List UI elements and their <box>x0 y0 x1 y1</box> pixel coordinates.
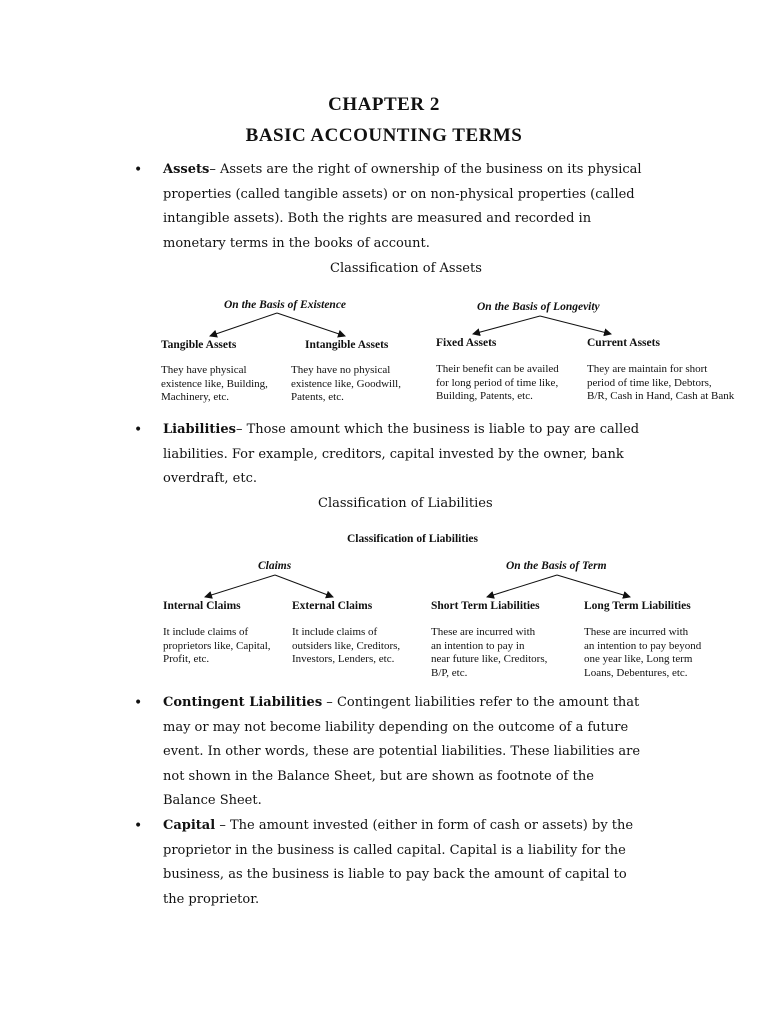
fixed-assets-description: Their benefit can be availed for long period of time like, Building, Patents, etc. <box>436 363 559 402</box>
assets-line-3: intangible assets). Both the rights are measured and recorded in <box>163 211 592 227</box>
arrow-to-intangible <box>277 313 345 336</box>
liabilities-term: Liabilities <box>163 422 236 437</box>
long-term-liabilities-label: Long Term Liabilities <box>584 600 691 612</box>
internal-claims-description: It include claims of proprietors like, Capital, Profit, etc. <box>163 626 271 665</box>
bullet-icon: • <box>134 695 143 711</box>
assets-classification-title: Classification of Assets <box>330 261 482 276</box>
liabilities-line-2: liabilities. For example, creditors, capital invested by the owner, bank <box>163 446 624 462</box>
bullet-icon: • <box>134 818 143 834</box>
assets-separator: – <box>209 162 216 177</box>
term-basis-heading: On the Basis of Term <box>506 560 607 572</box>
longevity-heading: On the Basis of Longevity <box>477 301 600 313</box>
bullet-icon: • <box>134 162 143 178</box>
assets-line-1: Assets are the right of ownership of the business on its physical <box>219 162 642 177</box>
chapter-title: BASIC ACCOUNTING TERMS <box>245 125 523 146</box>
contingent-line-4: not shown in the Balance Sheet, but are shown as footnote of the <box>163 768 594 784</box>
chapter-number: CHAPTER 2 <box>328 94 440 115</box>
capital-line-1: The amount invested (either in form of cash or assets) by the <box>229 818 634 833</box>
external-claims-description: It include claims of outsiders like, Creditors, Investors, Lenders, etc. <box>292 626 401 665</box>
contingent-line-2: may or may not become liability depending on the outcome of a future <box>163 719 629 735</box>
contingent-line-3: event. In other words, these are potential liabilities. These liabilities are <box>163 744 641 760</box>
arrow-to-internal <box>205 575 275 597</box>
liabilities-line-1: Those amount which the business is liable to pay are called <box>246 422 640 437</box>
arrow-to-long-term <box>557 575 630 597</box>
arrow-to-current <box>540 316 611 334</box>
short-term-liabilities-label: Short Term Liabilities <box>431 600 540 612</box>
liabilities-separator: – <box>235 422 243 437</box>
capital-term: Capital <box>163 818 216 833</box>
capital-line-3: business, as the business is liable to pay back the amount of capital to <box>163 867 627 883</box>
capital-separator: – <box>219 818 226 833</box>
bullet-icon: • <box>134 422 143 438</box>
arrow-to-short-term <box>487 575 557 597</box>
fixed-assets-label: Fixed Assets <box>436 337 497 349</box>
tangible-assets-description: They have physical existence like, Building, Machinery, etc. <box>161 364 268 403</box>
contingent-paragraph <box>163 691 663 814</box>
intangible-assets-label: Intangible Assets <box>305 339 389 351</box>
short-term-liabilities-description: These are incurred with an intention to pay in near future like, Creditors, B/P, etc. <box>431 626 548 679</box>
assets-term: Assets <box>163 162 210 177</box>
existence-heading: On the Basis of Existence <box>224 299 347 311</box>
assets-line-4: monetary terms in the books of account. <box>163 235 430 251</box>
claims-heading: Claims <box>258 560 292 572</box>
tangible-assets-label: Tangible Assets <box>161 339 237 351</box>
liabilities-line-3: overdraft, etc. <box>163 471 257 487</box>
current-assets-description: They are maintain for short period of time like, Debtors, B/R, Cash in Hand, Cash at Bank <box>587 363 735 402</box>
capital-line-4: the proprietor. <box>163 891 260 907</box>
internal-claims-label: Internal Claims <box>163 600 241 612</box>
assets-line-2: properties (called tangible assets) or on non-physical properties (called <box>163 186 635 202</box>
capital-line-2: proprietor in the business is called capital. Capital is a liability for the <box>163 842 626 858</box>
contingent-term: Contingent Liabilities <box>163 695 323 710</box>
current-assets-label: Current Assets <box>587 337 660 349</box>
liabilities-inner-title: Classification of Liabilities <box>347 533 478 545</box>
contingent-separator: – <box>326 695 333 710</box>
external-claims-label: External Claims <box>292 600 373 612</box>
arrow-to-external <box>275 575 333 597</box>
contingent-line-1: Contingent liabilities refer to the amount that <box>336 695 640 710</box>
arrow-to-fixed <box>473 316 540 334</box>
long-term-liabilities-description: These are incurred with an intention to pay beyond one year like, Long term Loans, Debentures, etc. <box>584 626 702 679</box>
liabilities-classification-title: Classification of Liabilities <box>318 496 493 511</box>
capital-paragraph <box>163 814 663 912</box>
intangible-assets-description: They have no physical existence like, Goodwill, Patents, etc. <box>291 364 401 403</box>
contingent-line-5: Balance Sheet. <box>163 793 262 809</box>
arrow-to-tangible <box>210 313 277 336</box>
